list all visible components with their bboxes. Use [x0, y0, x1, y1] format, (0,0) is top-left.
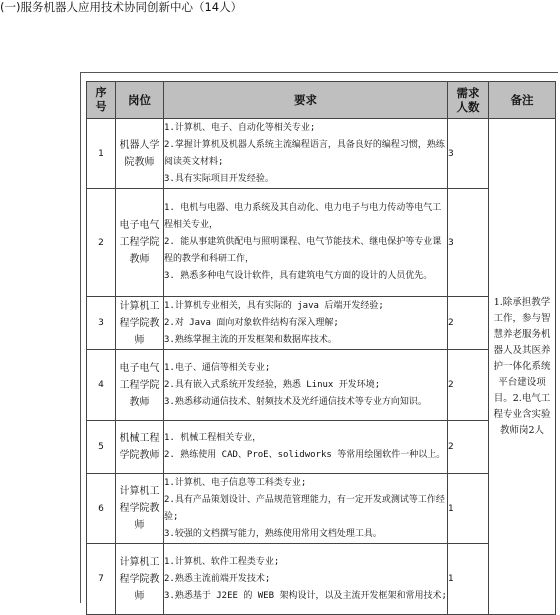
row-number: 2	[87, 189, 116, 297]
count-cell: 2	[448, 421, 489, 474]
table-row	[87, 544, 556, 615]
count-cell: 3	[448, 189, 489, 297]
requirement-item: 1.计算机、软件工程类专业;	[164, 556, 280, 567]
row-number: 4	[87, 350, 116, 421]
requirement-item: 2. 能从事建筑供配电与照明课程、电气节能技术、继电保护等专业课程的教学和科研工作，	[164, 237, 442, 264]
requirement-item: 2.掌握计算机及机器人系统主流编程语言，具备良好的编程习惯，熟练阅读英文材料;	[164, 139, 445, 167]
row-number: 6	[87, 474, 116, 544]
requirement-item: 3. 熟悉多种电气设计软件，具有建筑电气方面的设计的人员优先。	[164, 271, 433, 281]
requirements-cell	[164, 189, 448, 297]
table-row	[87, 474, 556, 544]
row-number: 3	[87, 297, 116, 350]
position-cell: 机器人学院教师	[116, 119, 164, 189]
requirement-item: 3.熟悉基于 J2EE 的 WEB 架构设计，以及主流开发框架和常用技术;	[164, 590, 447, 601]
row-number: 7	[87, 544, 116, 615]
table-body	[87, 119, 556, 615]
note-cell: 1.除承担教学工作，参与智慧养老服务机器人及其医养护一体化系统平台建设项目。2.电气工程专业含实验教师岗2人	[489, 119, 556, 615]
count-cell: 1	[448, 544, 489, 615]
section-heading: (一)服务机器人应用技术协同创新中心（14人）	[0, 0, 243, 14]
position-cell: 机械工程学院教师	[116, 421, 164, 474]
requirements-table	[86, 81, 556, 615]
header-note: 备注	[489, 82, 556, 119]
count-cell: 2	[448, 297, 489, 350]
requirement-item: 1.计算机、电子信息等工科类专业;	[164, 477, 307, 488]
count-cell: 1	[448, 474, 489, 544]
requirements-cell	[164, 474, 448, 544]
requirement-item: 3.具有实际项目开发经验。	[164, 173, 274, 184]
requirements-cell	[164, 297, 448, 350]
requirements-cell	[164, 544, 448, 615]
requirement-item: 2.具有产品策划设计、产品规范管理能力，有一定开发或测试等工作经验;	[164, 494, 445, 522]
position-cell: 电子电气工程学院教师	[116, 350, 164, 421]
count-cell: 3	[448, 119, 489, 189]
requirement-item: 1.计算机专业相关，具有实际的 java 后端开发经验;	[164, 300, 384, 311]
count-cell: 2	[448, 350, 489, 421]
requirement-item: 2.具有嵌入式系统开发经验，熟悉 Linux 开发环境;	[164, 379, 381, 390]
requirement-item: 2.对 Java 面向对象软件结构有深入理解;	[164, 317, 339, 328]
table-row	[87, 189, 556, 297]
table-row	[87, 421, 556, 474]
requirement-item: 3.熟悉移动通信技术、射频技术及光纤通信技术等专业方向知识。	[164, 396, 427, 407]
requirement-item: 1. 电机与电器、电力系统及其自动化、电力电子与电力传动等电气工程相关专业，	[164, 203, 442, 230]
row-number: 1	[87, 119, 116, 189]
requirements-cell	[164, 421, 448, 474]
requirements-cell	[164, 350, 448, 421]
requirement-item: 2.熟悉主流前端开发技术;	[164, 573, 271, 584]
table-row	[87, 297, 556, 350]
header-no: 序号	[87, 82, 116, 119]
requirement-item: 3.熟练掌握主流的开发框架和数据库技术。	[164, 334, 337, 345]
table-row	[87, 119, 556, 189]
table-row	[87, 350, 556, 421]
header-requirements: 要求	[164, 82, 448, 119]
position-cell: 计算机工程学院教师	[116, 544, 164, 615]
requirements-cell	[164, 119, 448, 189]
position-cell: 计算机工程学院教师	[116, 474, 164, 544]
position-cell: 电子电气工程学院教师	[116, 189, 164, 297]
row-number: 5	[87, 421, 116, 474]
header-position: 岗位	[116, 82, 164, 119]
requirement-item: 3.较强的文档撰写能力，熟练使用常用文档处理工具。	[164, 528, 382, 539]
header-count: 需求人数	[448, 82, 489, 119]
position-cell: 计算机工程学院教师	[116, 297, 164, 350]
requirement-item: 1.电子、通信等相关专业;	[164, 362, 271, 373]
requirement-item: 2. 熟练使用 CAD、ProE、solidworks 等常用绘图软件一种以上。	[164, 450, 446, 460]
requirement-item: 1.计算机、电子、自动化等相关专业;	[164, 122, 316, 133]
requirement-item: 1. 机械工程相关专业，	[164, 433, 262, 443]
